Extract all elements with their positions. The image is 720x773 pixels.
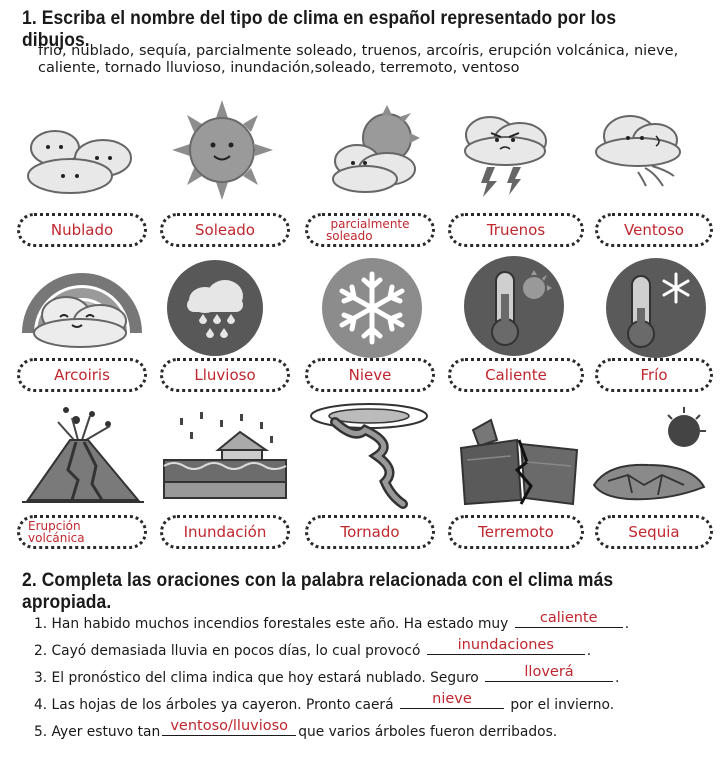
label-lluvioso: Lluvioso <box>160 358 290 392</box>
windy-icon <box>590 108 690 193</box>
rainbow-icon <box>20 263 145 348</box>
sentence-5-answer: ventoso/lluvioso <box>170 718 289 734</box>
rain-icon <box>165 258 265 358</box>
label-caliente: Caliente <box>448 358 584 392</box>
label-parcialmente-soleado <box>305 213 435 247</box>
label-tornado: Tornado <box>305 515 435 549</box>
sentence-2-before: 2. Cayó demasiada lluvia en pocos días, lo cual provocó <box>34 643 425 659</box>
sentence-3-before: 3. El pronóstico del clima indica que hoy estará nublado. Seguro <box>34 670 484 686</box>
sun-icon <box>170 100 275 200</box>
sentence-5 <box>34 720 714 747</box>
cloudy-icon <box>15 118 145 198</box>
label-nieve: Nieve <box>305 358 435 392</box>
label-sequia: Sequia <box>595 515 713 549</box>
drought-icon <box>588 405 708 505</box>
sentence-1-before: 1. Han habido muchos incendios forestales este año. Ha estado muy <box>34 616 513 632</box>
sentence-3-after: . <box>615 670 620 686</box>
sentence-2-after: . <box>586 643 592 659</box>
label-truenos: Truenos <box>448 213 584 247</box>
label-erupcion-line2: volcánica <box>28 531 85 545</box>
label-nublado: Nublado <box>17 213 147 247</box>
sentence-2 <box>34 639 714 666</box>
thunder-icon <box>455 105 555 200</box>
sentence-1-blank <box>515 612 623 628</box>
sentence-2-blank <box>427 639 585 655</box>
sentence-2-answer: inundaciones <box>457 637 554 653</box>
label-erupcion-volcanica <box>17 515 147 549</box>
sentence-3-blank <box>485 666 613 682</box>
sentence-5-before: 5. Ayer estuvo tan <box>34 724 161 740</box>
label-inundacion: Inundación <box>160 515 290 549</box>
tornado-icon <box>305 400 435 510</box>
sentence-4-before: 4. Las hojas de los árboles ya cayeron. Pronto caerá <box>34 697 398 713</box>
sentence-1-after: . <box>624 616 630 632</box>
sentence-3-answer: lloverá <box>524 664 574 680</box>
sentence-4-answer: nieve <box>432 691 472 707</box>
section-1-title: 1. Escriba el nombre del tipo de clima en español representado por los dibujos. <box>22 8 617 51</box>
label-ventoso: Ventoso <box>595 213 713 247</box>
label-soleado: Soleado <box>160 213 290 247</box>
sentence-5-blank <box>162 720 296 736</box>
label-arcoiris: Arcoiris <box>17 358 147 392</box>
sentence-4-after: por el invierno. <box>505 697 615 713</box>
label-frio: Frío <box>595 358 713 392</box>
sentence-list <box>34 612 714 747</box>
label-terremoto: Terremoto <box>448 515 584 549</box>
sentence-5-after: que varios árboles fueron derribados. <box>298 724 558 740</box>
snowflake-icon <box>320 256 424 360</box>
volcano-icon <box>18 400 148 510</box>
flood-icon <box>160 410 290 510</box>
word-bank: frío, nublado, sequía, parcialmente soleado, truenos, arcoíris, erupción volcánica, nieve, caliente, tornado lluvioso, inundación,soleado, terremoto, ventoso <box>38 43 679 76</box>
sentence-4-blank <box>400 693 504 709</box>
label-parcial-line1: parcialmente <box>330 217 410 231</box>
label-parcial-line2: soleado <box>326 229 373 243</box>
sentence-4 <box>34 693 714 720</box>
label-erupcion-line1: Erupción <box>28 519 81 533</box>
cold-thermometer-icon <box>604 256 708 360</box>
section-2-title: 2. Completa las oraciones con la palabra relacionada con el clima más apropiada. <box>22 570 614 613</box>
sentence-1 <box>34 612 714 639</box>
earthquake-icon <box>455 400 585 510</box>
sentence-3 <box>34 666 714 693</box>
partly-sunny-icon <box>327 103 427 198</box>
hot-thermometer-icon <box>462 254 566 358</box>
sentence-1-answer: caliente <box>539 610 598 626</box>
